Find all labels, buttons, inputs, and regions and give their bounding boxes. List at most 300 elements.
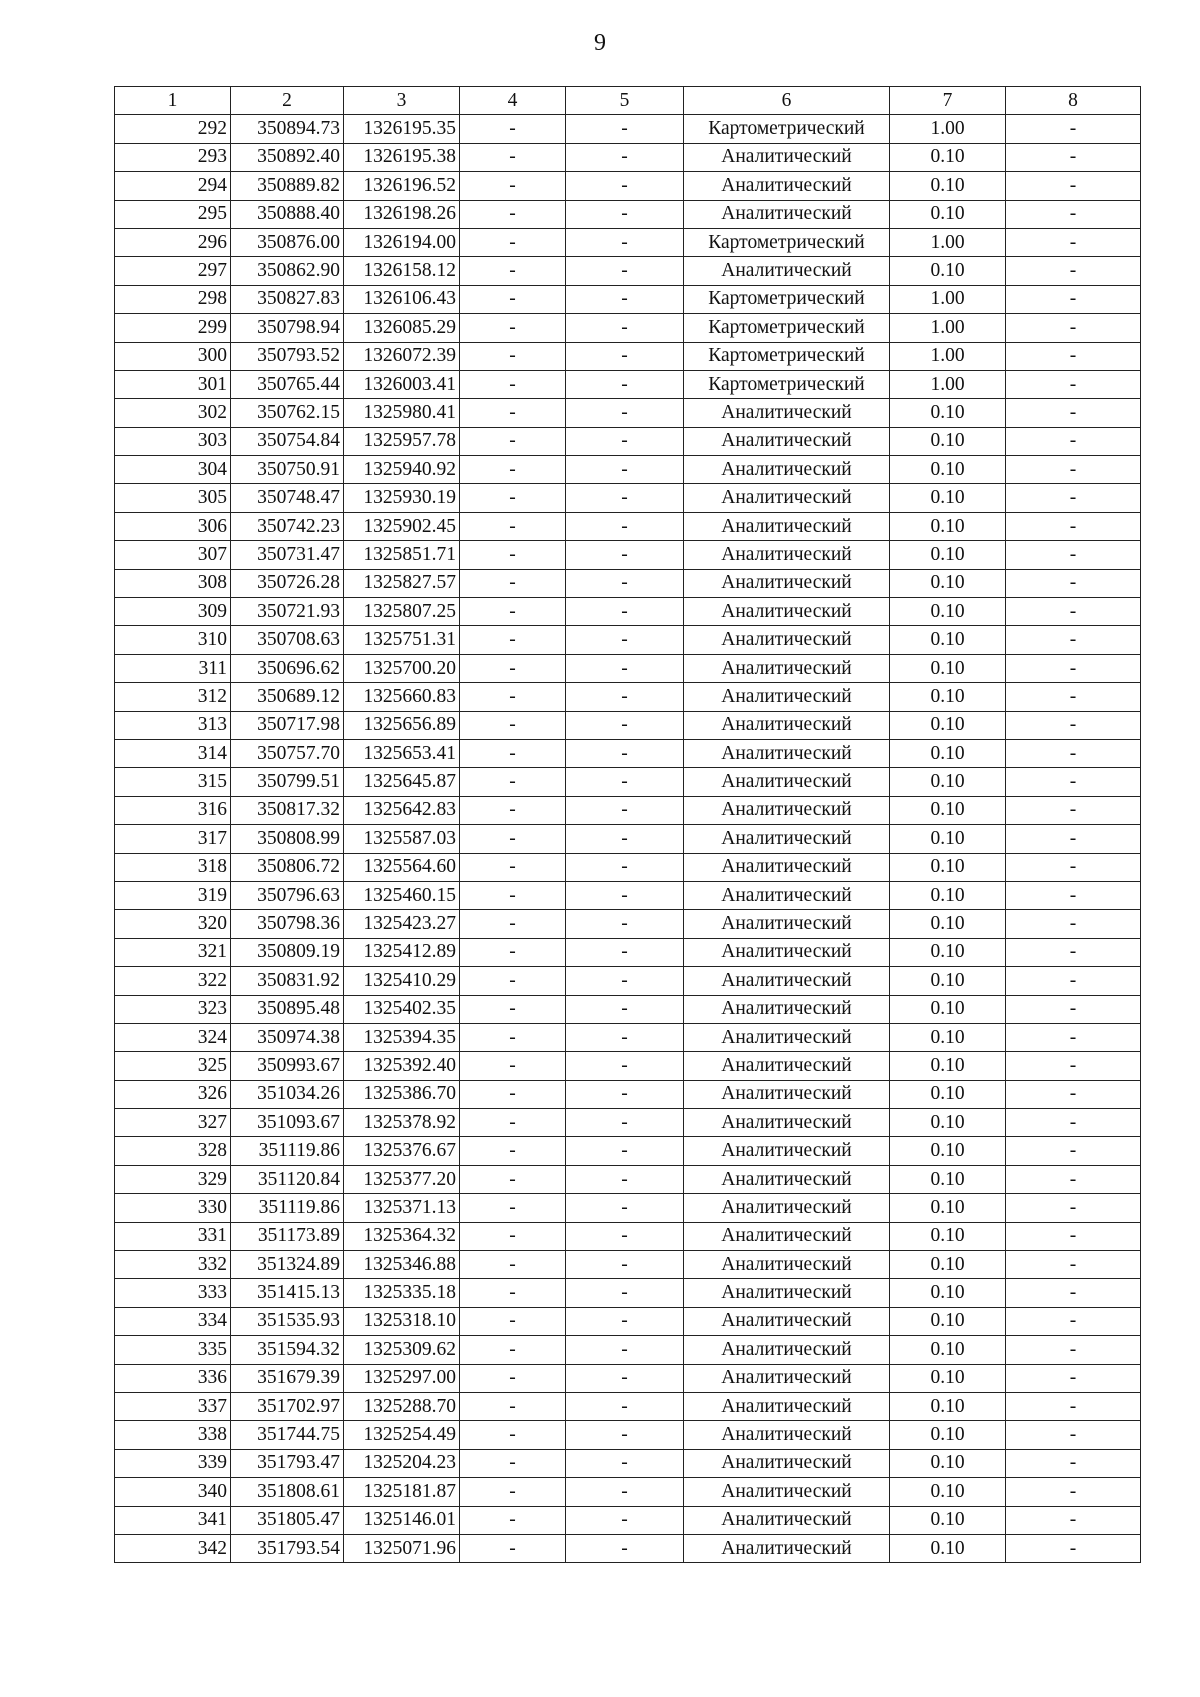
column-5-cell: - (566, 370, 684, 398)
y-coordinate-cell: 1325827.57 (344, 569, 460, 597)
column-5-cell: - (566, 115, 684, 143)
column-8-cell: - (1006, 1080, 1141, 1108)
table-row (115, 711, 1141, 739)
column-4-cell: - (460, 1307, 566, 1335)
x-coordinate-cell: 350806.72 (231, 853, 344, 881)
column-5-cell: - (566, 143, 684, 171)
column-5-cell: - (566, 1478, 684, 1506)
table-row (115, 796, 1141, 824)
column-5-cell: - (566, 711, 684, 739)
x-coordinate-cell: 350888.40 (231, 200, 344, 228)
accuracy-cell: 0.10 (890, 1478, 1006, 1506)
method-cell: Аналитический (684, 1307, 890, 1335)
y-coordinate-cell: 1325751.31 (344, 626, 460, 654)
column-header: 5 (566, 87, 684, 115)
method-cell: Аналитический (684, 938, 890, 966)
y-coordinate-cell: 1326194.00 (344, 228, 460, 256)
column-8-cell: - (1006, 172, 1141, 200)
point-number-cell: 342 (115, 1534, 231, 1562)
table-row (115, 739, 1141, 767)
accuracy-cell: 0.10 (890, 512, 1006, 540)
y-coordinate-cell: 1325645.87 (344, 768, 460, 796)
method-cell: Аналитический (684, 711, 890, 739)
column-5-cell: - (566, 654, 684, 682)
column-4-cell: - (460, 143, 566, 171)
x-coordinate-cell: 350731.47 (231, 541, 344, 569)
column-5-cell: - (566, 1279, 684, 1307)
column-4-cell: - (460, 1023, 566, 1051)
method-cell: Аналитический (684, 853, 890, 881)
column-8-cell: - (1006, 995, 1141, 1023)
method-cell: Аналитический (684, 626, 890, 654)
column-4-cell: - (460, 1109, 566, 1137)
accuracy-cell: 0.10 (890, 825, 1006, 853)
table-row (115, 626, 1141, 654)
accuracy-cell: 0.10 (890, 1336, 1006, 1364)
table-row (115, 1336, 1141, 1364)
table-row (115, 1052, 1141, 1080)
method-cell: Аналитический (684, 1023, 890, 1051)
x-coordinate-cell: 350827.83 (231, 285, 344, 313)
accuracy-cell: 0.10 (890, 1251, 1006, 1279)
x-coordinate-cell: 350757.70 (231, 739, 344, 767)
column-8-cell: - (1006, 1449, 1141, 1477)
column-5-cell: - (566, 1336, 684, 1364)
y-coordinate-cell: 1325346.88 (344, 1251, 460, 1279)
column-8-cell: - (1006, 938, 1141, 966)
x-coordinate-cell: 350889.82 (231, 172, 344, 200)
x-coordinate-cell: 350742.23 (231, 512, 344, 540)
column-5-cell: - (566, 456, 684, 484)
method-cell: Аналитический (684, 995, 890, 1023)
y-coordinate-cell: 1326003.41 (344, 370, 460, 398)
accuracy-cell: 0.10 (890, 881, 1006, 909)
column-8-cell: - (1006, 1279, 1141, 1307)
table-row (115, 342, 1141, 370)
y-coordinate-cell: 1325394.35 (344, 1023, 460, 1051)
column-8-cell: - (1006, 1534, 1141, 1562)
y-coordinate-cell: 1325376.67 (344, 1137, 460, 1165)
y-coordinate-cell: 1325642.83 (344, 796, 460, 824)
y-coordinate-cell: 1325656.89 (344, 711, 460, 739)
y-coordinate-cell: 1325851.71 (344, 541, 460, 569)
y-coordinate-cell: 1326106.43 (344, 285, 460, 313)
column-5-cell: - (566, 881, 684, 909)
y-coordinate-cell: 1325204.23 (344, 1449, 460, 1477)
accuracy-cell: 0.10 (890, 1137, 1006, 1165)
table-row (115, 1194, 1141, 1222)
table-row (115, 1534, 1141, 1562)
table-row (115, 370, 1141, 398)
column-8-cell: - (1006, 257, 1141, 285)
column-5-cell: - (566, 569, 684, 597)
table-row (115, 938, 1141, 966)
y-coordinate-cell: 1326195.35 (344, 115, 460, 143)
column-8-cell: - (1006, 1165, 1141, 1193)
point-number-cell: 303 (115, 427, 231, 455)
column-8-cell: - (1006, 825, 1141, 853)
table-row (115, 1392, 1141, 1420)
column-4-cell: - (460, 1279, 566, 1307)
column-4-cell: - (460, 825, 566, 853)
accuracy-cell: 0.10 (890, 1080, 1006, 1108)
point-number-cell: 333 (115, 1279, 231, 1307)
x-coordinate-cell: 351702.97 (231, 1392, 344, 1420)
method-cell: Аналитический (684, 654, 890, 682)
x-coordinate-cell: 350892.40 (231, 143, 344, 171)
table-row (115, 399, 1141, 427)
column-8-cell: - (1006, 1307, 1141, 1335)
x-coordinate-cell: 351793.54 (231, 1534, 344, 1562)
method-cell: Аналитический (684, 1478, 890, 1506)
column-header: 7 (890, 87, 1006, 115)
y-coordinate-cell: 1325902.45 (344, 512, 460, 540)
table-row (115, 569, 1141, 597)
column-5-cell: - (566, 427, 684, 455)
column-4-cell: - (460, 995, 566, 1023)
point-number-cell: 339 (115, 1449, 231, 1477)
column-4-cell: - (460, 484, 566, 512)
x-coordinate-cell: 350748.47 (231, 484, 344, 512)
accuracy-cell: 0.10 (890, 1392, 1006, 1420)
column-4-cell: - (460, 1165, 566, 1193)
y-coordinate-cell: 1325700.20 (344, 654, 460, 682)
accuracy-cell: 0.10 (890, 569, 1006, 597)
x-coordinate-cell: 351793.47 (231, 1449, 344, 1477)
accuracy-cell: 0.10 (890, 1506, 1006, 1534)
point-number-cell: 292 (115, 115, 231, 143)
x-coordinate-cell: 350762.15 (231, 399, 344, 427)
method-cell: Аналитический (684, 1052, 890, 1080)
column-8-cell: - (1006, 200, 1141, 228)
table-row (115, 1364, 1141, 1392)
x-coordinate-cell: 350809.19 (231, 938, 344, 966)
point-number-cell: 331 (115, 1222, 231, 1250)
coordinates-table (114, 86, 1141, 1563)
column-4-cell: - (460, 626, 566, 654)
column-4-cell: - (460, 569, 566, 597)
column-4-cell: - (460, 654, 566, 682)
method-cell: Аналитический (684, 569, 890, 597)
method-cell: Картометрический (684, 370, 890, 398)
table-row (115, 598, 1141, 626)
y-coordinate-cell: 1325410.29 (344, 967, 460, 995)
column-header: 6 (684, 87, 890, 115)
accuracy-cell: 0.10 (890, 626, 1006, 654)
point-number-cell: 312 (115, 683, 231, 711)
method-cell: Аналитический (684, 200, 890, 228)
column-header: 3 (344, 87, 460, 115)
table-row (115, 1421, 1141, 1449)
table-row (115, 541, 1141, 569)
table-row (115, 1137, 1141, 1165)
point-number-cell: 329 (115, 1165, 231, 1193)
column-5-cell: - (566, 172, 684, 200)
column-5-cell: - (566, 768, 684, 796)
column-5-cell: - (566, 853, 684, 881)
point-number-cell: 335 (115, 1336, 231, 1364)
column-5-cell: - (566, 541, 684, 569)
point-number-cell: 317 (115, 825, 231, 853)
method-cell: Аналитический (684, 541, 890, 569)
column-5-cell: - (566, 1222, 684, 1250)
method-cell: Аналитический (684, 399, 890, 427)
column-8-cell: - (1006, 626, 1141, 654)
method-cell: Аналитический (684, 172, 890, 200)
table-row (115, 1109, 1141, 1137)
accuracy-cell: 0.10 (890, 683, 1006, 711)
y-coordinate-cell: 1325335.18 (344, 1279, 460, 1307)
table-row (115, 995, 1141, 1023)
table-row (115, 285, 1141, 313)
column-4-cell: - (460, 881, 566, 909)
column-4-cell: - (460, 342, 566, 370)
point-number-cell: 314 (115, 739, 231, 767)
column-8-cell: - (1006, 541, 1141, 569)
column-4-cell: - (460, 711, 566, 739)
column-8-cell: - (1006, 1052, 1141, 1080)
column-4-cell: - (460, 257, 566, 285)
point-number-cell: 313 (115, 711, 231, 739)
accuracy-cell: 0.10 (890, 143, 1006, 171)
table-row (115, 143, 1141, 171)
method-cell: Аналитический (684, 1364, 890, 1392)
method-cell: Аналитический (684, 427, 890, 455)
column-4-cell: - (460, 285, 566, 313)
accuracy-cell: 0.10 (890, 910, 1006, 938)
method-cell: Аналитический (684, 1165, 890, 1193)
column-5-cell: - (566, 399, 684, 427)
column-header: 2 (231, 87, 344, 115)
method-cell: Картометрический (684, 285, 890, 313)
method-cell: Аналитический (684, 825, 890, 853)
column-8-cell: - (1006, 910, 1141, 938)
column-5-cell: - (566, 995, 684, 1023)
y-coordinate-cell: 1326085.29 (344, 314, 460, 342)
point-number-cell: 334 (115, 1307, 231, 1335)
point-number-cell: 322 (115, 967, 231, 995)
method-cell: Аналитический (684, 1251, 890, 1279)
header-row (115, 87, 1141, 115)
column-5-cell: - (566, 683, 684, 711)
column-5-cell: - (566, 938, 684, 966)
x-coordinate-cell: 351120.84 (231, 1165, 344, 1193)
column-8-cell: - (1006, 768, 1141, 796)
table-row (115, 512, 1141, 540)
point-number-cell: 323 (115, 995, 231, 1023)
table-row (115, 967, 1141, 995)
column-8-cell: - (1006, 683, 1141, 711)
point-number-cell: 324 (115, 1023, 231, 1051)
method-cell: Аналитический (684, 257, 890, 285)
column-header: 4 (460, 87, 566, 115)
method-cell: Аналитический (684, 910, 890, 938)
accuracy-cell: 0.10 (890, 427, 1006, 455)
accuracy-cell: 0.10 (890, 1109, 1006, 1137)
column-4-cell: - (460, 228, 566, 256)
point-number-cell: 298 (115, 285, 231, 313)
y-coordinate-cell: 1325071.96 (344, 1534, 460, 1562)
point-number-cell: 320 (115, 910, 231, 938)
column-8-cell: - (1006, 1023, 1141, 1051)
x-coordinate-cell: 351093.67 (231, 1109, 344, 1137)
y-coordinate-cell: 1325807.25 (344, 598, 460, 626)
accuracy-cell: 0.10 (890, 172, 1006, 200)
column-4-cell: - (460, 1506, 566, 1534)
column-4-cell: - (460, 768, 566, 796)
accuracy-cell: 0.10 (890, 1165, 1006, 1193)
x-coordinate-cell: 350793.52 (231, 342, 344, 370)
table-row (115, 314, 1141, 342)
column-8-cell: - (1006, 1478, 1141, 1506)
column-8-cell: - (1006, 1364, 1141, 1392)
column-5-cell: - (566, 200, 684, 228)
column-4-cell: - (460, 115, 566, 143)
method-cell: Аналитический (684, 512, 890, 540)
y-coordinate-cell: 1326195.38 (344, 143, 460, 171)
column-5-cell: - (566, 1023, 684, 1051)
x-coordinate-cell: 350894.73 (231, 115, 344, 143)
column-8-cell: - (1006, 484, 1141, 512)
column-8-cell: - (1006, 1421, 1141, 1449)
column-5-cell: - (566, 967, 684, 995)
column-8-cell: - (1006, 314, 1141, 342)
method-cell: Аналитический (684, 1194, 890, 1222)
page-number: 9 (594, 30, 606, 56)
method-cell: Аналитический (684, 1449, 890, 1477)
column-8-cell: - (1006, 342, 1141, 370)
x-coordinate-cell: 350808.99 (231, 825, 344, 853)
table-row (115, 1449, 1141, 1477)
point-number-cell: 306 (115, 512, 231, 540)
column-4-cell: - (460, 796, 566, 824)
y-coordinate-cell: 1325412.89 (344, 938, 460, 966)
column-8-cell: - (1006, 143, 1141, 171)
y-coordinate-cell: 1325318.10 (344, 1307, 460, 1335)
x-coordinate-cell: 351535.93 (231, 1307, 344, 1335)
accuracy-cell: 0.10 (890, 967, 1006, 995)
table-row (115, 654, 1141, 682)
point-number-cell: 336 (115, 1364, 231, 1392)
point-number-cell: 293 (115, 143, 231, 171)
column-8-cell: - (1006, 285, 1141, 313)
method-cell: Аналитический (684, 1080, 890, 1108)
point-number-cell: 302 (115, 399, 231, 427)
x-coordinate-cell: 351119.86 (231, 1137, 344, 1165)
point-number-cell: 297 (115, 257, 231, 285)
method-cell: Аналитический (684, 1109, 890, 1137)
column-4-cell: - (460, 1534, 566, 1562)
point-number-cell: 330 (115, 1194, 231, 1222)
y-coordinate-cell: 1325364.32 (344, 1222, 460, 1250)
method-cell: Аналитический (684, 143, 890, 171)
accuracy-cell: 1.00 (890, 314, 1006, 342)
x-coordinate-cell: 350799.51 (231, 768, 344, 796)
y-coordinate-cell: 1326198.26 (344, 200, 460, 228)
x-coordinate-cell: 350862.90 (231, 257, 344, 285)
column-header: 1 (115, 87, 231, 115)
y-coordinate-cell: 1325957.78 (344, 427, 460, 455)
column-4-cell: - (460, 541, 566, 569)
column-5-cell: - (566, 1534, 684, 1562)
x-coordinate-cell: 350798.94 (231, 314, 344, 342)
table-row (115, 881, 1141, 909)
column-5-cell: - (566, 1421, 684, 1449)
column-8-cell: - (1006, 228, 1141, 256)
column-8-cell: - (1006, 1392, 1141, 1420)
column-8-cell: - (1006, 739, 1141, 767)
accuracy-cell: 0.10 (890, 1279, 1006, 1307)
x-coordinate-cell: 351415.13 (231, 1279, 344, 1307)
column-4-cell: - (460, 853, 566, 881)
point-number-cell: 315 (115, 768, 231, 796)
method-cell: Аналитический (684, 1534, 890, 1562)
table-row (115, 1251, 1141, 1279)
y-coordinate-cell: 1325392.40 (344, 1052, 460, 1080)
column-5-cell: - (566, 825, 684, 853)
method-cell: Аналитический (684, 456, 890, 484)
x-coordinate-cell: 351034.26 (231, 1080, 344, 1108)
table-row (115, 910, 1141, 938)
point-number-cell: 311 (115, 654, 231, 682)
column-4-cell: - (460, 1364, 566, 1392)
x-coordinate-cell: 351744.75 (231, 1421, 344, 1449)
table-row (115, 1307, 1141, 1335)
column-4-cell: - (460, 1222, 566, 1250)
column-4-cell: - (460, 200, 566, 228)
y-coordinate-cell: 1325653.41 (344, 739, 460, 767)
column-8-cell: - (1006, 456, 1141, 484)
method-cell: Аналитический (684, 484, 890, 512)
table-row (115, 484, 1141, 512)
y-coordinate-cell: 1325386.70 (344, 1080, 460, 1108)
method-cell: Картометрический (684, 228, 890, 256)
column-4-cell: - (460, 1392, 566, 1420)
table-row (115, 683, 1141, 711)
accuracy-cell: 0.10 (890, 1052, 1006, 1080)
column-5-cell: - (566, 796, 684, 824)
column-5-cell: - (566, 1364, 684, 1392)
method-cell: Аналитический (684, 1336, 890, 1364)
accuracy-cell: 0.10 (890, 853, 1006, 881)
accuracy-cell: 0.10 (890, 257, 1006, 285)
column-4-cell: - (460, 1478, 566, 1506)
y-coordinate-cell: 1326072.39 (344, 342, 460, 370)
x-coordinate-cell: 350726.28 (231, 569, 344, 597)
table-row (115, 427, 1141, 455)
accuracy-cell: 1.00 (890, 342, 1006, 370)
table-row (115, 1080, 1141, 1108)
column-8-cell: - (1006, 967, 1141, 995)
table-row (115, 228, 1141, 256)
accuracy-cell: 0.10 (890, 995, 1006, 1023)
x-coordinate-cell: 350750.91 (231, 456, 344, 484)
y-coordinate-cell: 1325587.03 (344, 825, 460, 853)
column-4-cell: - (460, 399, 566, 427)
x-coordinate-cell: 351594.32 (231, 1336, 344, 1364)
column-4-cell: - (460, 512, 566, 540)
point-number-cell: 294 (115, 172, 231, 200)
point-number-cell: 300 (115, 342, 231, 370)
column-8-cell: - (1006, 1251, 1141, 1279)
y-coordinate-cell: 1325309.62 (344, 1336, 460, 1364)
column-8-cell: - (1006, 1137, 1141, 1165)
point-number-cell: 318 (115, 853, 231, 881)
column-5-cell: - (566, 1392, 684, 1420)
column-8-cell: - (1006, 569, 1141, 597)
y-coordinate-cell: 1325660.83 (344, 683, 460, 711)
table-row (115, 768, 1141, 796)
